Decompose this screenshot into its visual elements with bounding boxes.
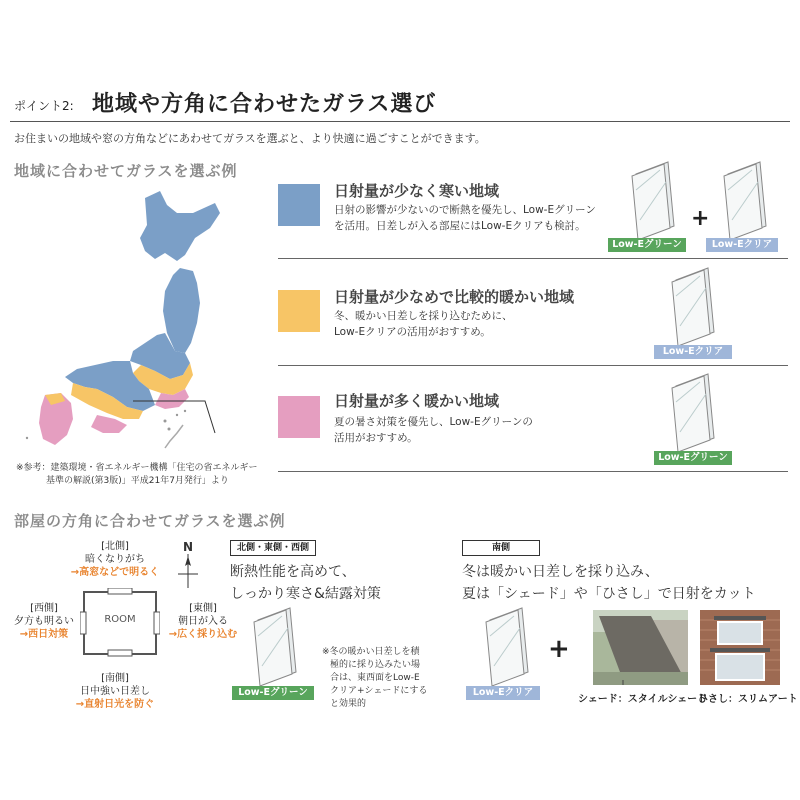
compass-icon [176, 554, 200, 588]
zone-cold-swatch [278, 184, 320, 226]
title-divider [10, 121, 790, 122]
low-e-clear-tag: Low-Eクリア [654, 345, 732, 359]
island-dot [26, 437, 28, 439]
island-dot [184, 410, 186, 412]
nee-note-5: と効果的 [330, 699, 367, 709]
north-advice: →高窓などで明るく [70, 567, 160, 578]
nee-note-2: 極的に採り込みたい場 [330, 660, 421, 670]
zone-divider [278, 365, 788, 366]
north-label: [北側] [101, 541, 129, 552]
room-section-heading: 部屋の方角に合わせてガラスを選ぶ例 [14, 512, 286, 530]
zone-mild-swatch [278, 290, 320, 332]
low-e-green-tag: Low-Eグリーン [654, 451, 732, 465]
south-label: [南側] [101, 673, 129, 684]
nee-note-3: 合は、東西面をLow-E [330, 673, 420, 683]
low-e-clear-glass-icon [722, 160, 772, 240]
map-footnote-line2: 基準の解説(第3版)」平成21年7月発行」より [46, 476, 229, 486]
north-desc: 暗くなりがち [85, 554, 145, 565]
island-dot [164, 420, 167, 423]
intro-text: お住まいの地域や窓の方角などにあわせてガラスを選ぶと、より快適に過ごすことができます。 [14, 132, 486, 145]
hokkaido-region [140, 191, 220, 261]
zone-mild-desc-2: Low-Eクリアの活用がおすすめ。 [334, 326, 491, 338]
plus-icon: + [548, 634, 570, 664]
south-line1: 冬は暖かい日差しを採り込み、 [462, 564, 659, 580]
west-label: [西側] [30, 603, 58, 614]
low-e-green-glass-icon [670, 372, 720, 452]
zone-divider [278, 258, 788, 259]
low-e-clear-glass-icon [484, 606, 534, 686]
low-e-green-tag: Low-Eグリーン [608, 238, 686, 252]
zone-mild-title: 日射量が少なめで比較的暖かい地域 [334, 288, 575, 306]
zone-cold-title: 日射量が少なく寒い地域 [334, 182, 500, 200]
south-line2: 夏は「シェード」や「ひさし」で日射をカット [462, 586, 756, 602]
nee-line1: 断熱性能を高めて、 [230, 564, 356, 580]
zone-cold-desc-2: を活用。日差しが入る部屋にはLow-Eクリアも検討。 [334, 220, 586, 232]
zone-warm-desc-1: 夏の暑さ対策を優先し、Low-Eグリーンの [334, 416, 533, 428]
low-e-clear-tag: Low-Eクリア [706, 238, 778, 252]
plus-icon: + [691, 206, 710, 231]
nee-note-1: ※冬の暖かい日差しを積 [322, 647, 420, 657]
zone-warm-title: 日射量が多く暖かい地域 [334, 392, 500, 410]
east-advice: →広く採り込む [168, 629, 238, 640]
low-e-green-glass-icon [630, 160, 680, 240]
compass-north-label: N [183, 540, 194, 554]
zone-divider [278, 471, 788, 472]
room-label: ROOM [104, 614, 136, 625]
zone-mild-desc-1: 冬、暖かい日差しを採り込むために、 [334, 310, 513, 322]
south-advice: →直射日光を防ぐ [75, 699, 155, 710]
south-box-label: 南側 [462, 540, 540, 556]
island-dot [168, 428, 171, 431]
shade-caption: シェード：スタイルシェード [578, 694, 708, 705]
east-label: [東側] [189, 603, 217, 614]
west-advice: →西日対策 [19, 629, 69, 640]
page-title: 地域や方角に合わせたガラス選び [92, 92, 437, 117]
nee-note-4: クリア+シェードにする [330, 686, 428, 696]
eave-caption: ひさし：スリムアート [698, 694, 798, 705]
east-desc: 朝日が入る [178, 616, 228, 627]
nee-box-label: 北側・東側・西側 [230, 540, 316, 556]
eave-photo [700, 610, 780, 685]
region-section-heading: 地域に合わせてガラスを選ぶ例 [14, 162, 238, 180]
low-e-green-glass-icon [252, 606, 302, 686]
point-label: ポイント2: [14, 99, 74, 113]
low-e-green-tag: Low-Eグリーン [232, 686, 314, 700]
map-footnote-line1: ※参考：建築環境・省エネルギー機構「住宅の省エネルギー [16, 463, 258, 473]
west-desc: 夕方も明るい [14, 616, 74, 627]
zone-warm-swatch [278, 396, 320, 438]
low-e-clear-glass-icon [670, 266, 720, 346]
island-dot [176, 414, 178, 416]
nee-line2: しっかり寒さ&結露対策 [230, 586, 381, 602]
south-desc: 日中強い日差し [80, 686, 150, 697]
shade-photo [593, 610, 688, 685]
japan-region-map [15, 183, 230, 458]
low-e-clear-tag: Low-Eクリア [466, 686, 540, 700]
zone-cold-desc-1: 日射の影響が少ないので断熱を優先し、Low-Eグリーン [334, 204, 596, 216]
zone-warm-desc-2: 活用がおすすめ。 [334, 432, 418, 444]
